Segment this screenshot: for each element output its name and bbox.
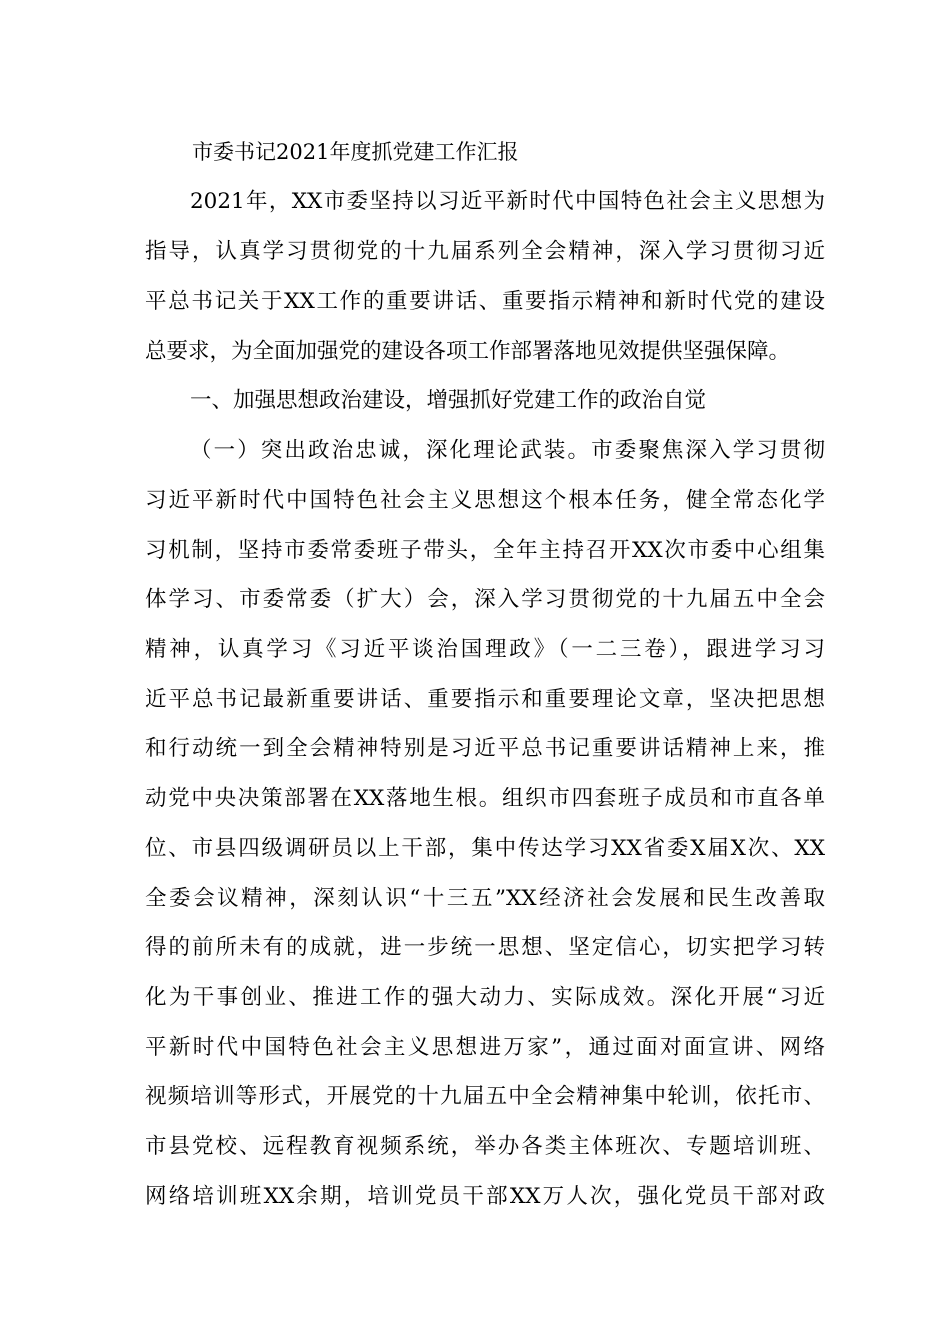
section-heading-1: 一、加强思想政治建设，增强抓好党建工作的政治自觉 <box>190 388 707 413</box>
paragraph-2-line-9: 位、市县四级调研员以上干部，集中传达学习XX省委X届X次、XX <box>145 836 825 861</box>
paragraph-2-line-10: 全委会议精神，深刻认识“十三五”XX经济社会发展和民生改善取 <box>145 886 825 911</box>
paragraph-1-line-2: 指导，认真学习贯彻党的十九届系列全会精神，深入学习贯彻习近 <box>145 239 825 264</box>
paragraph-2-line-5: 精神，认真学习《习近平谈治国理政》（一二三卷），跟进学习习 <box>145 637 825 662</box>
paragraph-2-line-6: 近平总书记最新重要讲话、重要指示和重要理论文章，坚决把思想 <box>145 687 825 712</box>
paragraph-1-line-3: 平总书记关于XX工作的重要讲话、重要指示精神和新时代党的建设 <box>145 289 825 314</box>
paragraph-2-line-15: 市县党校、远程教育视频系统，举办各类主体班次、专题培训班、 <box>145 1134 825 1159</box>
paragraph-2-line-16: 网络培训班XX余期，培训党员干部XX万人次，强化党员干部对政 <box>145 1184 825 1209</box>
paragraph-1-line-1: 2021年，XX市委坚持以习近平新时代中国特色社会主义思想为 <box>190 189 825 214</box>
paragraph-2-line-8: 动党中央决策部署在XX落地生根。组织市四套班子成员和市直各单 <box>145 786 825 811</box>
paragraph-2-line-11: 得的前所未有的成就，进一步统一思想、坚定信心，切实把学习转 <box>145 935 825 960</box>
paragraph-2-line-1: （一）突出政治忠诚，深化理论武装。市委聚焦深入学习贯彻 <box>190 438 825 463</box>
paragraph-2-line-2: 习近平新时代中国特色社会主义思想这个根本任务，健全常态化学 <box>145 488 825 513</box>
paragraph-2-line-4: 体学习、市委常委（扩大）会，深入学习贯彻党的十九届五中全会 <box>145 587 825 612</box>
document-title: 市委书记2021年度抓党建工作汇报 <box>192 140 519 164</box>
paragraph-2-line-14: 视频培训等形式，开展党的十九届五中全会精神集中轮训，依托市、 <box>145 1084 825 1109</box>
paragraph-2-line-3: 习机制，坚持市委常委班子带头，全年主持召开XX次市委中心组集 <box>145 538 825 563</box>
paragraph-2-line-7: 和行动统一到全会精神特别是习近平总书记重要讲话精神上来，推 <box>145 736 825 761</box>
paragraph-2-line-12: 化为干事创业、推进工作的强大动力、实际成效。深化开展“习近 <box>145 985 825 1010</box>
paragraph-2-line-13: 平新时代中国特色社会主义思想进万家”，通过面对面宣讲、网络 <box>145 1035 825 1060</box>
paragraph-1-line-4: 总要求，为全面加强党的建设各项工作部署落地见效提供坚强保障。 <box>145 339 791 364</box>
